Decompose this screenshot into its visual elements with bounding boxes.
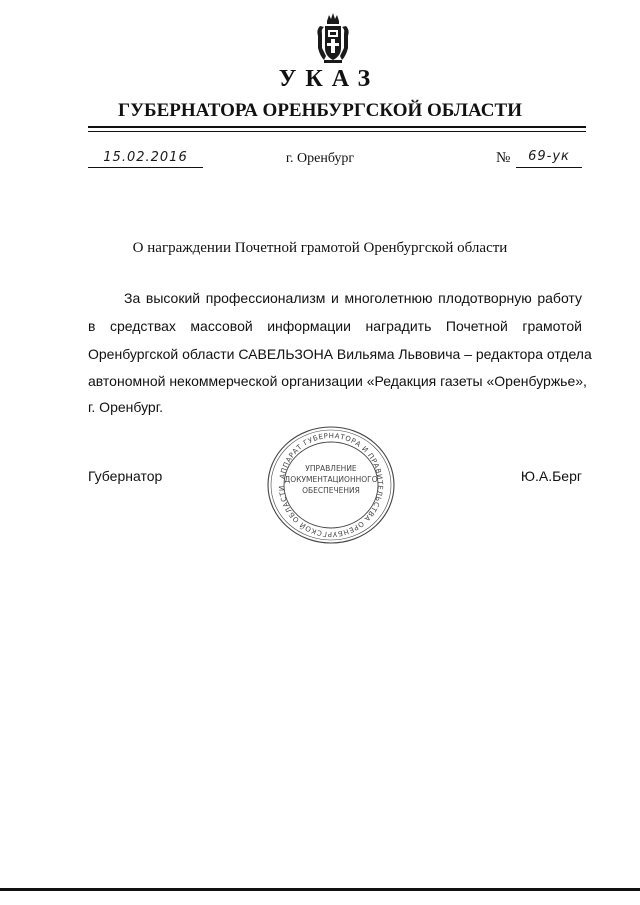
body-line: автономной некоммерческой организации «Редакция газеты «Оренбуржье», bbox=[88, 373, 587, 389]
body-line: в средствах массовой информации наградить Почетной грамотой bbox=[88, 318, 582, 334]
document-date: 15.02.2016 bbox=[103, 150, 188, 165]
number-sign: № bbox=[496, 150, 511, 166]
body-line: За высокий профессионализм и многолетнюю плодотворную работу bbox=[124, 290, 582, 306]
seal-ring-text: АППАРАТ ГУБЕРНАТОРА И ПРАВИТЕЛЬСТВА ОРЕНБУРГСКОЙ ОБЛАСТИ bbox=[277, 431, 385, 539]
document-city: г. Оренбург bbox=[285, 151, 355, 166]
signatory-name: Ю.А.Берг bbox=[520, 468, 582, 484]
body-line: г. Оренбург. bbox=[88, 399, 163, 415]
official-seal-icon bbox=[262, 421, 400, 549]
document-heading: О награждении Почетной грамотой Оренбургской области bbox=[132, 240, 508, 256]
footer-rule bbox=[0, 888, 640, 891]
header-rule-thin bbox=[88, 131, 586, 132]
svg-text:АППАРАТ ГУБЕРНАТОРА И ПРАВИТЕЛ bbox=[278, 432, 384, 538]
date-underline bbox=[88, 167, 203, 168]
number-underline bbox=[516, 167, 582, 168]
document-subtitle: ГУБЕРНАТОРА ОРЕНБУРГСКОЙ ОБЛАСТИ bbox=[118, 100, 522, 121]
seal-center-line: ОБЕСПЕЧЕНИЯ bbox=[302, 486, 360, 495]
seal-center-line: УПРАВЛЕНИЕ bbox=[305, 464, 357, 473]
signatory-position: Губернатор bbox=[88, 468, 163, 484]
body-line: Оренбургской области САВЕЛЬЗОНА Вильяма Львовича – редактора отдела bbox=[88, 346, 592, 362]
document-number: 69-ук bbox=[528, 149, 570, 164]
document-title: УКАЗ bbox=[278, 66, 380, 92]
coat-of-arms-icon bbox=[315, 12, 351, 66]
header-rule bbox=[88, 126, 586, 128]
seal-center-line: ДОКУМЕНТАЦИОННОГО bbox=[284, 475, 378, 484]
